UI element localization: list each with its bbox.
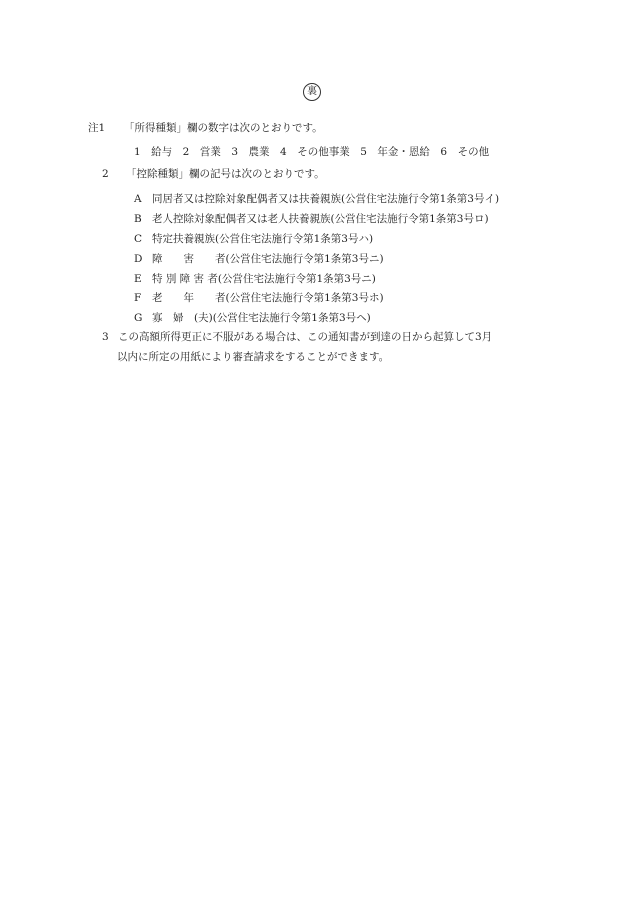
deduction-key: C — [134, 233, 143, 245]
deduction-item — [134, 252, 384, 266]
deduction-text: 特 別 障 害 者(公営住宅法施行令第1条第3号ニ) — [152, 273, 376, 285]
deduction-key: D — [134, 253, 143, 265]
deduction-key: A — [134, 193, 142, 205]
note-3-continuation: 以内に所定の用紙により審査請求をすることができます。 — [117, 351, 390, 363]
deduction-item — [134, 232, 373, 246]
deduction-text: 老人控除対象配偶者又は老人扶養親族(公営住宅法施行令第1条第3号ロ) — [152, 213, 489, 225]
note-3 — [102, 330, 492, 344]
deduction-key: G — [134, 312, 143, 324]
note-2-text: 「控除種類」欄の記号は次のとおりです。 — [126, 168, 325, 180]
note-1 — [88, 121, 323, 135]
deduction-item — [134, 291, 384, 305]
deduction-key: F — [134, 292, 142, 304]
deduction-item — [134, 311, 371, 325]
deduction-key: E — [134, 273, 142, 285]
reverse-side-mark: 裏 — [303, 83, 321, 101]
note-3-number: 3 — [102, 331, 109, 343]
deduction-text: 特定扶養親族(公営住宅法施行令第1条第3号ハ) — [152, 233, 374, 245]
note-1-text: 「所得種類」欄の数字は次のとおりです。 — [124, 122, 323, 134]
deduction-item — [134, 212, 489, 226]
note-2-number: 2 — [102, 168, 109, 180]
deduction-item — [134, 192, 499, 206]
deduction-text: 老 年 者(公営住宅法施行令第1条第3号ホ) — [152, 292, 384, 304]
note-2 — [102, 167, 325, 181]
deduction-text: 障 害 者(公営住宅法施行令第1条第3号ニ) — [152, 253, 384, 265]
note-3-line-1: この高額所得更正に不服がある場合は、この通知書が到達の日から起算して3月 — [118, 331, 493, 343]
deduction-key: B — [134, 213, 142, 225]
income-types-list: 1 給与 2 営業 3 農業 4 その他事業 5 年金・恩給 6 その他 — [134, 146, 490, 158]
deduction-text: 寡 婦 (夫)(公営住宅法施行令第1条第3号ヘ) — [152, 312, 371, 324]
deduction-item — [134, 272, 376, 286]
note-1-number: 注1 — [88, 122, 106, 134]
deduction-text: 同居者又は控除対象配偶者又は扶養親族(公営住宅法施行令第1条第3号イ) — [152, 193, 500, 205]
